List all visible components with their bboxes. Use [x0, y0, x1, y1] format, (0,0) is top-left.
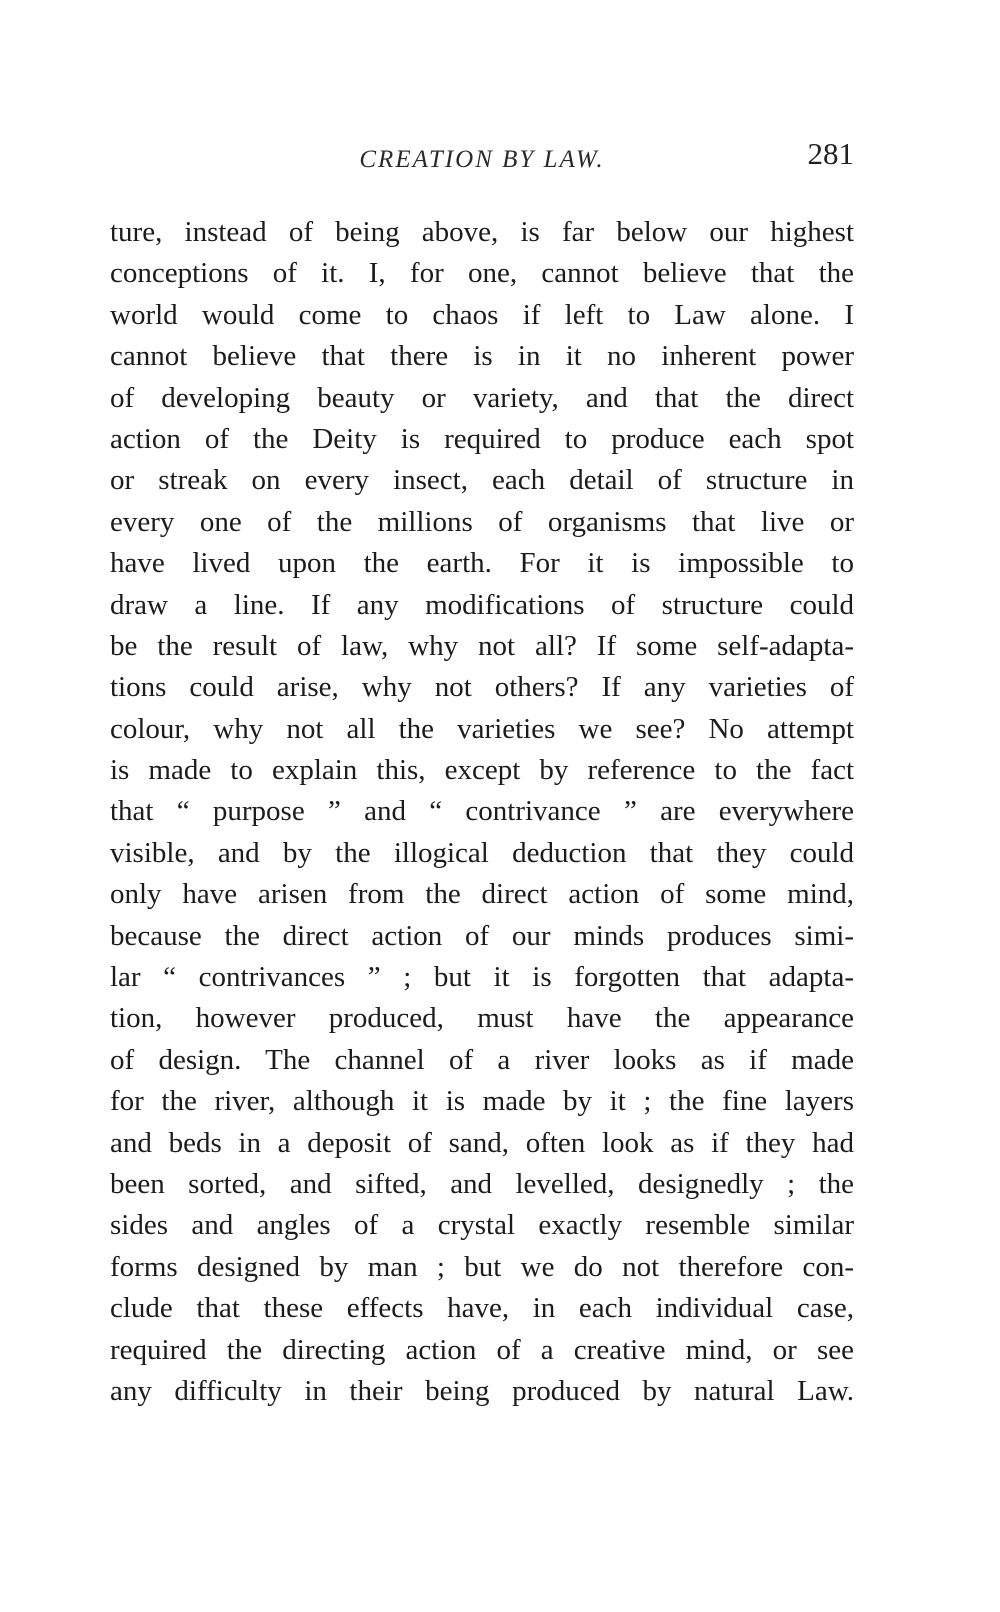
page-header — [110, 136, 854, 180]
text-line: lar “ contrivances ” ; but it is forgotten that adapta- — [110, 961, 854, 994]
text-line: draw a line. If any modifications of structure could — [110, 588, 854, 621]
text-line: that “ purpose ” and “ contrivance ” are everywhere — [110, 795, 854, 828]
text-line: required the directing action of a creative mind, or see — [110, 1333, 854, 1366]
text-line: ture, instead of being above, is far below our highest — [110, 216, 854, 248]
text-line: every one of the millions of organisms that live or — [110, 505, 854, 538]
text-line: or streak on every insect, each detail of structure in — [110, 464, 854, 497]
text-line: cannot believe that there is in it no inherent power — [110, 340, 854, 373]
text-line: action of the Deity is required to produce each spot — [110, 422, 854, 455]
text-line: only have arisen from the direct action of some mind, — [110, 878, 854, 911]
text-line: forms designed by man ; but we do not therefore con- — [110, 1250, 854, 1283]
text-line: of developing beauty or variety, and that the direct — [110, 381, 854, 414]
text-line: clude that these effects have, in each individual case, — [110, 1292, 854, 1325]
text-line: visible, and by the illogical deduction that they could — [110, 836, 854, 869]
text-line: have lived upon the earth. For it is impossible to — [110, 547, 854, 580]
text-line: tion, however produced, must have the appearance — [110, 1002, 854, 1035]
running-head: CREATION BY LAW. — [359, 146, 605, 173]
text-line: of design. The channel of a river looks as if made — [110, 1043, 854, 1076]
text-line: sides and angles of a crystal exactly resemble similar — [110, 1209, 854, 1242]
text-line: be the result of law, why not all? If some self-adapta- — [110, 629, 854, 662]
text-line: tions could arise, why not others? If any varieties of — [110, 671, 854, 704]
text-line: been sorted, and sifted, and levelled, designedly ; the — [110, 1167, 854, 1200]
text-line: world would come to chaos if left to Law alone. I — [110, 298, 854, 331]
text-line: colour, why not all the varieties we see? No attempt — [110, 712, 854, 745]
text-line: and beds in a deposit of sand, often look as if they had — [110, 1126, 854, 1159]
text-line: is made to explain this, except by reference to the fact — [110, 754, 854, 787]
text-line: for the river, although it is made by it ; the fine layers — [110, 1085, 854, 1118]
text-line: because the direct action of our minds produces simi- — [110, 919, 854, 952]
text-line: conceptions of it. I, for one, cannot believe that the — [110, 257, 854, 290]
page-number: 281 — [807, 136, 854, 171]
body-text — [110, 212, 854, 1412]
text-line: any difficulty in their being produced by natural Law. — [110, 1374, 854, 1407]
